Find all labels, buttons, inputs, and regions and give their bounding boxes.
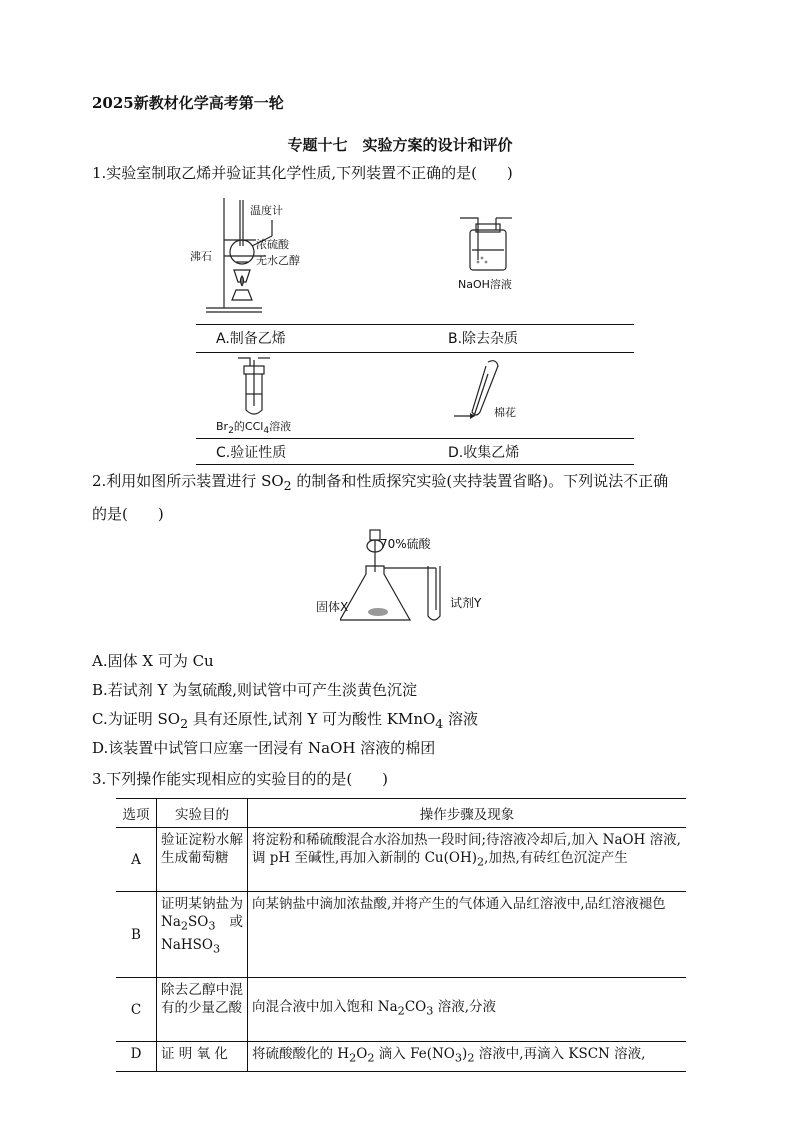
row-purpose: 除去乙醇中混有的少量乙酸 — [157, 978, 248, 1042]
thermometer-label: 温度计 — [250, 204, 283, 217]
figure-divider — [196, 324, 634, 325]
table-header-row — [116, 799, 686, 828]
table-row — [116, 892, 686, 978]
caption-d: D.收集乙烯 — [448, 445, 520, 461]
page-title: 专题十七 实验方案的设计和评价 — [287, 136, 513, 154]
naoh-label: NaOH溶液 — [458, 278, 512, 291]
question-1-figure — [190, 190, 634, 466]
row-procedure: 向某钠盐中滴加浓盐酸,并将产生的气体通入品红溶液中,品红溶液褪色 — [248, 892, 687, 978]
option-c: C.为证明 $SO_2$ 具有还原性,试剂 Y 可为酸性 KMnO$_4$ 溶液 — [92, 710, 479, 731]
header-purpose: 实验目的 — [157, 799, 248, 828]
row-procedure: 向混合液中加入饱和 $Na_2CO_3$ 溶液,分液 — [248, 978, 687, 1042]
table-row — [116, 828, 686, 892]
question-3-table — [116, 798, 686, 1072]
header-procedure: 操作步骤及现象 — [248, 799, 687, 828]
row-key: B — [116, 892, 157, 978]
row-purpose: 证 明 氧 化 — [157, 1042, 248, 1072]
question-2-stem-cont: 的是( ) — [92, 505, 164, 523]
row-purpose: 证明某钠盐为 $Na_2SO_3$ 或 NaHSO$_3$ — [157, 892, 248, 978]
question-1-stem: 1.实验室制取乙烯并验证其化学性质,下列装置不正确的是( ) — [92, 164, 513, 182]
figure-divider — [196, 438, 634, 439]
figure-divider — [196, 464, 634, 465]
cotton-label: 棉花 — [494, 406, 516, 419]
bromine-test-tube — [234, 356, 274, 418]
ethanol-label: 无水乙醇 — [256, 254, 300, 267]
header-option: 选项 — [116, 799, 157, 828]
option-a: A.固体 X 可为 Cu — [92, 652, 214, 670]
caption-a: A.制备乙烯 — [216, 331, 286, 347]
table-row — [116, 1042, 686, 1072]
figure-divider — [196, 352, 634, 353]
row-key: D — [116, 1042, 157, 1072]
row-key: A — [116, 828, 157, 892]
table-row — [116, 978, 686, 1042]
boiling-chip-label: 沸石 — [190, 250, 212, 263]
caption-b: B.除去杂质 — [448, 331, 519, 347]
row-procedure: 将淀粉和稀硫酸混合水浴加热一段时间;待溶液冷却后,加入 NaOH 溶液,调 pH 至碱性,再加入新制的 $Cu(OH)_2$,加热,有砖红色沉淀产生 — [248, 828, 687, 892]
reagent-y-label: 试剂Y — [450, 596, 482, 610]
sulfuric-acid-label: 70%硫酸 — [380, 537, 431, 551]
row-purpose: 验证淀粉水解生成葡萄糖 — [157, 828, 248, 892]
question-2-stem: 2.利用如图所示装置进行 $SO_2$ 的制备和性质探究实验(夹持装置省略)。下列说法不正确 — [92, 472, 669, 493]
question-3-stem: 3.下列操作能实现相应的实验目的的是( ) — [92, 770, 389, 788]
option-b: B.若试剂 Y 为氢硫酸,则试管中可产生淡黄色沉淀 — [92, 681, 417, 699]
bromine-solution-label: $Br_2$的CCl$_4$溶液 — [216, 420, 292, 437]
caption-c: C.验证性质 — [216, 445, 287, 461]
acid-label: 浓硫酸 — [256, 238, 289, 251]
wash-bottle — [456, 212, 526, 282]
row-key: C — [116, 978, 157, 1042]
option-d: D.该装置中试管口应塞一团浸有 NaOH 溶液的棉团 — [92, 739, 436, 757]
solid-x-label: 固体X — [316, 600, 349, 614]
row-procedure: 将硫酸酸化的 $H_2O_2$ 滴入 $Fe(NO_3)_2$ 溶液中,再滴入 KSCN 溶液, — [248, 1042, 687, 1072]
document-header: 2025新教材化学高考第一轮 — [92, 94, 284, 112]
